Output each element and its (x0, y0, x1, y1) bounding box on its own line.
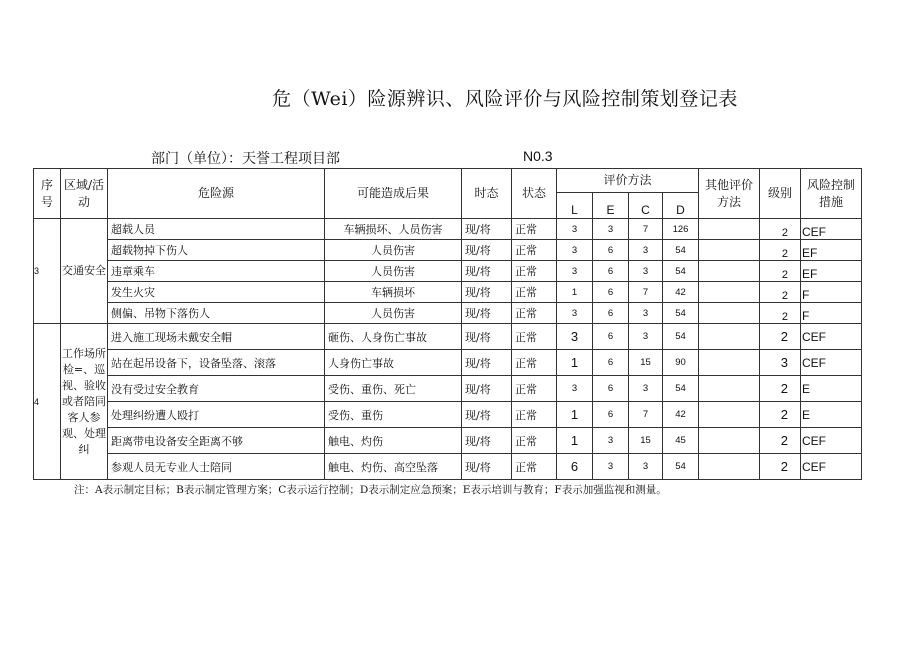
c-cell: 3 (629, 376, 663, 402)
hazard-cell: 发生火灾 (108, 282, 325, 303)
consequence-cell: 人员伤害 (325, 303, 462, 324)
hazard-cell: 侧偏、吊物下落伤人 (108, 303, 325, 324)
level-cell: 3 (760, 350, 801, 376)
header-d: D (663, 193, 699, 219)
level-cell: 2 (760, 261, 801, 282)
other-cell (699, 219, 760, 240)
table-row (34, 402, 862, 428)
d-cell: 42 (663, 402, 699, 428)
state-cell: 正常 (512, 376, 557, 402)
tense-cell: 现/将 (462, 261, 512, 282)
table-row (34, 282, 862, 303)
header-control: 风险控制措施 (801, 169, 862, 219)
state-cell: 正常 (512, 324, 557, 350)
control-cell: F (801, 282, 862, 303)
state-cell: 正常 (512, 350, 557, 376)
other-cell (699, 428, 760, 454)
l-cell: 1 (557, 428, 593, 454)
tense-cell: 现/将 (462, 303, 512, 324)
header-l: L (557, 193, 593, 219)
control-cell: EF (801, 240, 862, 261)
c-cell: 3 (629, 303, 663, 324)
level-cell: 2 (760, 219, 801, 240)
e-cell: 6 (593, 282, 629, 303)
table-row (34, 350, 862, 376)
hazard-cell: 违章乘车 (108, 261, 325, 282)
hazard-cell: 参观人员无专业人士陪同 (108, 454, 325, 480)
l-cell: 3 (557, 240, 593, 261)
header-consequence: 可能造成后果 (325, 169, 462, 219)
e-cell: 6 (593, 350, 629, 376)
state-cell: 正常 (512, 303, 557, 324)
other-cell (699, 454, 760, 480)
l-cell: 3 (557, 376, 593, 402)
consequence-cell: 受伤、重伤 (325, 402, 462, 428)
d-cell: 54 (663, 376, 699, 402)
control-cell: EF (801, 261, 862, 282)
header-method: 评价方法 (557, 169, 699, 193)
other-cell (699, 376, 760, 402)
control-cell: CEF (801, 428, 862, 454)
other-cell (699, 350, 760, 376)
level-cell: 2 (760, 324, 801, 350)
state-cell: 正常 (512, 402, 557, 428)
seq-cell: 3 (34, 219, 61, 324)
c-cell: 15 (629, 350, 663, 376)
area-cell: 工作场所检=、巡视、验收或者陪同客人参观、处理纠 (61, 324, 108, 480)
d-cell: 54 (663, 454, 699, 480)
c-cell: 7 (629, 402, 663, 428)
l-cell: 1 (557, 282, 593, 303)
e-cell: 6 (593, 303, 629, 324)
consequence-cell: 人身伤亡事故 (325, 350, 462, 376)
table-row (34, 428, 862, 454)
consequence-cell: 受伤、重伤、死亡 (325, 376, 462, 402)
level-cell: 2 (760, 454, 801, 480)
table-row (34, 240, 862, 261)
consequence-cell: 触电、灼伤 (325, 428, 462, 454)
header-other-method: 其他评价方法 (699, 169, 760, 219)
tense-cell: 现/将 (462, 219, 512, 240)
table-row (34, 261, 862, 282)
hazard-cell: 超载物掉下伤人 (108, 240, 325, 261)
tense-cell: 现/将 (462, 240, 512, 261)
state-cell: 正常 (512, 454, 557, 480)
d-cell: 42 (663, 282, 699, 303)
control-cell: CEF (801, 324, 862, 350)
c-cell: 7 (629, 282, 663, 303)
risk-register-table (33, 168, 862, 480)
c-cell: 3 (629, 261, 663, 282)
level-cell: 2 (760, 402, 801, 428)
hazard-cell: 没有受过安全教育 (108, 376, 325, 402)
consequence-cell: 车辆损坏、人员伤害 (325, 219, 462, 240)
e-cell: 6 (593, 376, 629, 402)
d-cell: 45 (663, 428, 699, 454)
consequence-cell: 砸伤、人身伤亡事故 (325, 324, 462, 350)
hazard-cell: 站在起吊设备下，设备坠落、滚落 (108, 350, 325, 376)
consequence-cell: 触电、灼伤、高空坠落 (325, 454, 462, 480)
header-hazard: 危险源 (108, 169, 325, 219)
header-state: 状态 (512, 169, 557, 219)
tense-cell: 现/将 (462, 282, 512, 303)
department-label: 部门（单位）：天誉工程项目部 (151, 151, 340, 167)
header-level: 级别 (760, 169, 801, 219)
hazard-cell: 距离带电设备安全距离不够 (108, 428, 325, 454)
control-cell: CEF (801, 454, 862, 480)
control-cell: F (801, 303, 862, 324)
tense-cell: 现/将 (462, 324, 512, 350)
state-cell: 正常 (512, 240, 557, 261)
d-cell: 90 (663, 350, 699, 376)
l-cell: 3 (557, 324, 593, 350)
state-cell: 正常 (512, 282, 557, 303)
table-row (34, 219, 862, 240)
tense-cell: 现/将 (462, 402, 512, 428)
header-c: C (629, 193, 663, 219)
seq-cell: 4 (34, 324, 61, 480)
control-cell: E (801, 402, 862, 428)
level-cell: 2 (760, 240, 801, 261)
consequence-cell: 车辆损坏 (325, 282, 462, 303)
c-cell: 3 (629, 324, 663, 350)
document-number: N0.3 (523, 148, 553, 164)
footnote: 注：A表示制定目标；B表示制定管理方案；C表示运行控制；D表示制定应急预案；E表示培训与教育；F表示加强监视和测量。 (74, 484, 667, 496)
hazard-cell: 进入施工现场未戴安全帽 (108, 324, 325, 350)
l-cell: 6 (557, 454, 593, 480)
e-cell: 6 (593, 261, 629, 282)
control-cell: E (801, 376, 862, 402)
tense-cell: 现/将 (462, 454, 512, 480)
control-cell: CEF (801, 219, 862, 240)
table-row (34, 376, 862, 402)
c-cell: 3 (629, 240, 663, 261)
control-cell: CEF (801, 350, 862, 376)
state-cell: 正常 (512, 261, 557, 282)
e-cell: 6 (593, 324, 629, 350)
tense-cell: 现/将 (462, 350, 512, 376)
e-cell: 3 (593, 454, 629, 480)
table-row (34, 303, 862, 324)
level-cell: 2 (760, 303, 801, 324)
other-cell (699, 240, 760, 261)
d-cell: 54 (663, 240, 699, 261)
c-cell: 15 (629, 428, 663, 454)
table-row (34, 324, 862, 350)
other-cell (699, 324, 760, 350)
d-cell: 54 (663, 261, 699, 282)
d-cell: 126 (663, 219, 699, 240)
header-seq: 序号 (34, 169, 61, 219)
level-cell: 2 (760, 376, 801, 402)
hazard-cell: 处理纠纷遭人殴打 (108, 402, 325, 428)
other-cell (699, 303, 760, 324)
area-cell: 交通安全 (61, 219, 108, 324)
header-area: 区域/活动 (61, 169, 108, 219)
page-title: 危（Wei）险源辨识、风险评价与风险控制策划登记表 (272, 88, 738, 110)
tense-cell: 现/将 (462, 376, 512, 402)
e-cell: 3 (593, 219, 629, 240)
e-cell: 3 (593, 428, 629, 454)
d-cell: 54 (663, 303, 699, 324)
d-cell: 54 (663, 324, 699, 350)
other-cell (699, 261, 760, 282)
tense-cell: 现/将 (462, 428, 512, 454)
l-cell: 1 (557, 402, 593, 428)
level-cell: 2 (760, 428, 801, 454)
table-row (34, 454, 862, 480)
l-cell: 3 (557, 261, 593, 282)
hazard-cell: 超载人员 (108, 219, 325, 240)
level-cell: 2 (760, 282, 801, 303)
c-cell: 7 (629, 219, 663, 240)
l-cell: 3 (557, 219, 593, 240)
consequence-cell: 人员伤害 (325, 261, 462, 282)
e-cell: 6 (593, 240, 629, 261)
state-cell: 正常 (512, 219, 557, 240)
header-tense: 时态 (462, 169, 512, 219)
consequence-cell: 人员伤害 (325, 240, 462, 261)
state-cell: 正常 (512, 428, 557, 454)
header-e: E (593, 193, 629, 219)
e-cell: 6 (593, 402, 629, 428)
l-cell: 1 (557, 350, 593, 376)
l-cell: 3 (557, 303, 593, 324)
other-cell (699, 402, 760, 428)
c-cell: 3 (629, 454, 663, 480)
other-cell (699, 282, 760, 303)
